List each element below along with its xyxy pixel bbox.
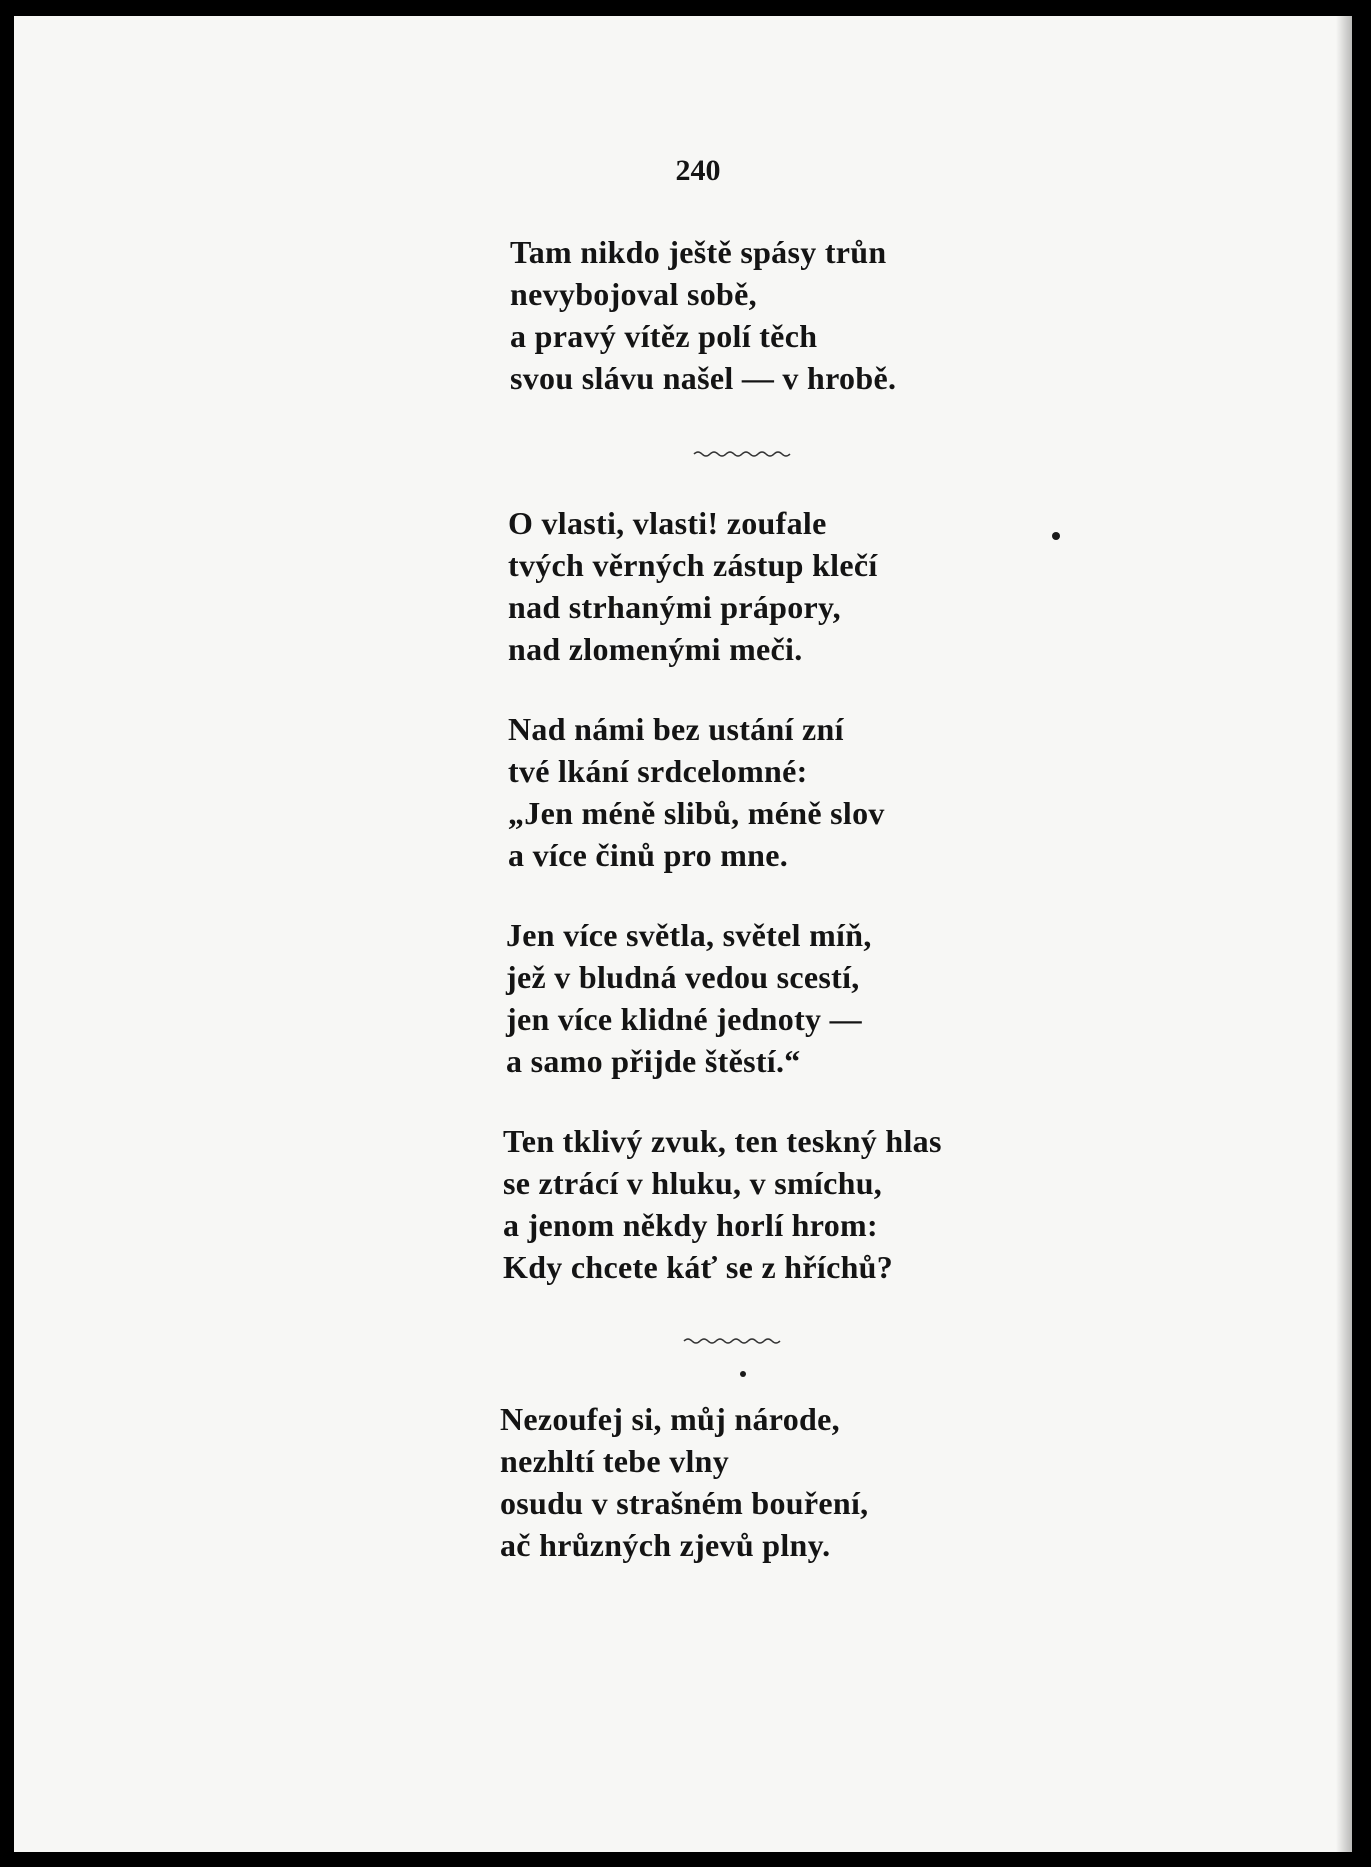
- verse-line: se ztrácí v hluku, v smíchu,: [503, 1165, 883, 1201]
- verse-line: jež v bludná vedou scestí,: [506, 959, 860, 995]
- stanza-3: [508, 708, 885, 876]
- verse-line: tvé lkání srdcelomné:: [508, 753, 808, 789]
- verse-line: a pravý vítěz polí těch: [510, 318, 818, 354]
- verse-line: nevybojoval sobě,: [510, 276, 757, 312]
- verse-line: svou slávu našel — v hrobě.: [510, 360, 897, 396]
- verse-line: osudu v strašném bouření,: [500, 1485, 869, 1521]
- wavy-divider-ornament: [682, 1336, 782, 1346]
- stanza-4: [506, 914, 872, 1082]
- verse-line: tvých věrných zástup klečí: [508, 547, 878, 583]
- verse-line: jen více klidné jednoty —: [506, 1001, 862, 1037]
- book-page: [14, 16, 1352, 1852]
- ink-speck: [1052, 532, 1060, 540]
- verse-line: Kdy chcete káť se z hříchů?: [503, 1249, 894, 1285]
- verse-line: ač hrůzných zjevů plny.: [500, 1527, 831, 1563]
- stanza-1: [510, 231, 896, 399]
- page-number: 240: [675, 154, 721, 187]
- verse-line: O vlasti, vlasti! zoufale: [508, 505, 827, 541]
- verse-line: nad strhanými prápory,: [508, 589, 841, 625]
- page-edge-shadow: [1336, 16, 1352, 1852]
- verse-line: nad zlomenými meči.: [508, 631, 803, 667]
- verse-line: Ten tklivý zvuk, ten teskný hlas: [503, 1123, 942, 1159]
- stanza-6: [500, 1398, 868, 1566]
- ink-speck: [740, 1371, 746, 1377]
- stanza-2: [508, 502, 878, 670]
- verse-line: a samo přijde štěstí.“: [506, 1043, 801, 1079]
- verse-line: Nezoufej si, můj národe,: [500, 1401, 840, 1437]
- verse-line: Jen více světla, světel míň,: [506, 917, 872, 953]
- verse-line: Tam nikdo ještě spásy trůn: [510, 234, 887, 270]
- verse-line: nezhltí tebe vlny: [500, 1443, 730, 1479]
- stanza-5: [503, 1120, 942, 1288]
- verse-line: Nad námi bez ustání zní: [508, 711, 844, 747]
- wavy-divider-ornament: [692, 449, 792, 459]
- verse-line: a jenom někdy horlí hrom:: [503, 1207, 878, 1243]
- verse-line: „Jen méně slibů, méně slov: [508, 795, 885, 831]
- verse-line: a více činů pro mne.: [508, 837, 789, 873]
